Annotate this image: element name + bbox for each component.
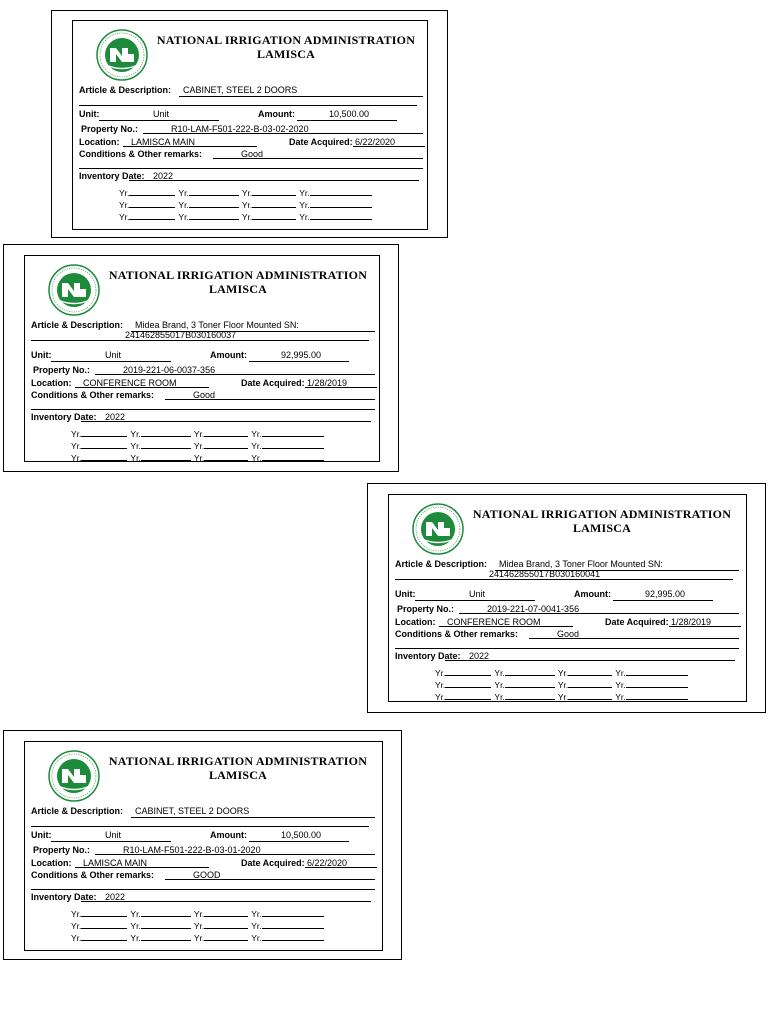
inventory-year-cell (251, 452, 326, 464)
article-value: CABINET, STEEL 2 DOORS (135, 806, 250, 816)
yr-blank (141, 452, 191, 461)
inventory-year-grid (71, 908, 327, 944)
inventory-year-row (435, 679, 691, 691)
yr-label: Yr. (251, 453, 262, 463)
property-tag-card-2 (3, 244, 399, 472)
unit-underline (51, 361, 171, 362)
yr-blank (189, 187, 239, 196)
conditions-underline (165, 879, 375, 880)
location-label: Location: (79, 137, 120, 147)
agency-name: NATIONAL IRRIGATION ADMINISTRATION (108, 268, 368, 282)
yr-label: Yr. (71, 921, 82, 931)
yr-label: Yr. (193, 429, 205, 439)
location-label: Location: (31, 858, 72, 868)
property-tag-card-3 (367, 483, 766, 713)
yr-label: Yr. (178, 188, 189, 198)
yr-label: Yr. (241, 212, 253, 222)
yr-label: Yr. (193, 933, 205, 943)
yr-label: Yr. (130, 921, 141, 931)
property-tag-inner-border (24, 255, 380, 462)
property-no-underline (459, 613, 739, 614)
inventory-year-cell (71, 452, 130, 464)
conditions-value: Good (557, 629, 580, 639)
inventory-year-cell (130, 428, 193, 440)
conditions-underline-2 (395, 648, 739, 649)
yr-label: Yr. (241, 188, 253, 198)
location-underline (75, 867, 209, 868)
conditions-underline (213, 158, 423, 159)
unit-value: Unit (105, 830, 122, 840)
yr-label: Yr. (130, 909, 141, 919)
yr-blank (626, 691, 688, 700)
yr-label: Yr. (119, 188, 130, 198)
article-label: Article & Description: (79, 85, 172, 95)
yr-label: Yr. (71, 933, 82, 943)
unit-label: Unit: (79, 109, 100, 119)
inventory-year-cell (251, 428, 326, 440)
agency-name: NATIONAL IRRIGATION ADMINISTRATION (108, 754, 368, 768)
yr-blank (81, 920, 127, 929)
location-underline (439, 626, 573, 627)
conditions-value: GOOD (193, 870, 221, 880)
conditions-underline-2 (31, 409, 375, 410)
unit-value: Unit (469, 589, 486, 599)
yr-label: Yr. (71, 453, 82, 463)
nia-logo-icon (47, 749, 101, 803)
inventory-year-cell (194, 932, 251, 944)
conditions-underline-2 (31, 889, 375, 890)
inventory-date-value: 2022 (105, 892, 126, 902)
inventory-year-cell (119, 211, 178, 223)
article-row (79, 85, 171, 96)
yr-label: Yr. (130, 453, 141, 463)
agency-name: NATIONAL IRRIGATION ADMINISTRATION (156, 33, 416, 47)
conditions-underline (165, 399, 375, 400)
inventory-year-row (119, 211, 375, 223)
conditions-label: Conditions & Other remarks: (31, 390, 155, 400)
inventory-year-cell (494, 667, 557, 679)
inventory-date-label: Inventory Date: (31, 892, 97, 902)
yr-blank (445, 667, 491, 676)
yr-label: Yr. (494, 680, 505, 690)
article-value-line2: 241462855017B030160037 (125, 330, 237, 340)
yr-blank (262, 932, 324, 941)
conditions-value: Good (193, 390, 216, 400)
yr-blank (204, 920, 248, 929)
property-tag-card-1 (51, 10, 448, 238)
yr-blank (81, 440, 127, 449)
inventory-year-cell (435, 667, 494, 679)
inventory-year-cell (71, 932, 130, 944)
inventory-year-row (71, 452, 327, 464)
unit-underline (99, 120, 219, 121)
inventory-year-cell (119, 199, 178, 211)
agency-title (153, 33, 419, 61)
inventory-date-underline (445, 660, 735, 661)
unit-underline (51, 841, 171, 842)
yr-blank (262, 452, 324, 461)
inventory-year-row (71, 428, 327, 440)
yr-label: Yr. (193, 909, 205, 919)
inventory-year-cell (242, 211, 299, 223)
inventory-year-cell (130, 452, 193, 464)
inventory-date-value: 2022 (105, 412, 126, 422)
property-no-value: R10-LAM-F501-222-B-03-02-2020 (171, 124, 309, 134)
article-value: CABINET, STEEL 2 DOORS (183, 85, 298, 95)
yr-blank (445, 691, 491, 700)
inventory-year-cell (194, 908, 251, 920)
article-underline-2 (31, 340, 369, 341)
yr-blank (505, 679, 555, 688)
inventory-year-cell (299, 187, 374, 199)
inventory-year-grid (119, 187, 375, 223)
inventory-year-cell (194, 452, 251, 464)
inventory-year-cell (494, 679, 557, 691)
inventory-year-cell (558, 679, 615, 691)
inventory-year-cell (435, 679, 494, 691)
property-no-underline (143, 133, 423, 134)
inventory-date-label: Inventory Date: (395, 651, 461, 661)
article-row (31, 320, 123, 331)
amount-value: 10,500.00 (281, 830, 322, 840)
yr-blank (129, 187, 175, 196)
inventory-year-cell (251, 920, 326, 932)
inventory-year-cell (130, 920, 193, 932)
inventory-year-grid (71, 428, 327, 464)
yr-label: Yr. (435, 680, 446, 690)
yr-blank (129, 199, 175, 208)
inventory-year-cell (130, 932, 193, 944)
yr-label: Yr. (119, 200, 130, 210)
location-value: LAMISCA MAIN (83, 858, 148, 868)
article-label: Article & Description: (31, 320, 124, 330)
inventory-year-cell (558, 667, 615, 679)
date-acquired-value: 1/28/2019 (307, 378, 348, 388)
amount-label: Amount: (210, 830, 247, 840)
conditions-underline-2 (79, 168, 423, 169)
unit-label: Unit: (31, 350, 52, 360)
property-no-value: 2019-221-06-0037-356 (123, 365, 216, 375)
article-label: Article & Description: (395, 559, 488, 569)
inventory-year-grid (435, 667, 691, 703)
property-no-label: Property No.: (397, 604, 455, 614)
unit-label: Unit: (31, 830, 52, 840)
conditions-label: Conditions & Other remarks: (79, 149, 203, 159)
inventory-year-row (71, 932, 327, 944)
inventory-year-cell (71, 428, 130, 440)
location-value: CONFERENCE ROOM (83, 378, 177, 388)
yr-label: Yr. (615, 692, 626, 702)
amount-underline (613, 600, 713, 601)
yr-label: Yr. (130, 933, 141, 943)
inventory-year-cell (615, 667, 690, 679)
inventory-date-underline (81, 421, 371, 422)
date-acquired-value: 6/22/2020 (355, 137, 396, 147)
date-acquired-underline (353, 146, 425, 147)
unit-value: Unit (105, 350, 122, 360)
inventory-date-label: Inventory Date: (31, 412, 97, 422)
article-underline (131, 817, 375, 818)
yr-blank (204, 932, 248, 941)
article-underline-2 (31, 826, 369, 827)
yr-blank (568, 667, 612, 676)
inventory-year-row (435, 691, 691, 703)
yr-blank (310, 211, 372, 220)
yr-blank (568, 679, 612, 688)
yr-blank (252, 187, 296, 196)
location-underline (75, 387, 209, 388)
inventory-date-label: Inventory Date: (79, 171, 145, 181)
yr-blank (129, 211, 175, 220)
yr-blank (81, 452, 127, 461)
location-label: Location: (31, 378, 72, 388)
inventory-year-row (71, 440, 327, 452)
yr-blank (204, 440, 248, 449)
yr-label: Yr. (435, 668, 446, 678)
inventory-year-cell (194, 428, 251, 440)
yr-label: Yr. (251, 441, 262, 451)
property-tag-card-4 (3, 730, 402, 960)
inventory-year-cell (71, 440, 130, 452)
yr-label: Yr. (251, 909, 262, 919)
yr-label: Yr. (615, 680, 626, 690)
article-row (395, 559, 487, 570)
amount-label: Amount: (210, 350, 247, 360)
article-row (31, 806, 123, 817)
inventory-year-row (435, 667, 691, 679)
article-value: Midea Brand, 3 Toner Floor Mounted SN: (499, 559, 663, 569)
yr-blank (81, 908, 127, 917)
yr-label: Yr. (71, 441, 82, 451)
yr-blank (141, 908, 191, 917)
inventory-year-row (119, 187, 375, 199)
article-underline-2 (79, 105, 417, 106)
yr-label: Yr. (251, 921, 262, 931)
article-underline (179, 96, 423, 97)
amount-value: 92,995.00 (281, 350, 322, 360)
yr-label: Yr. (494, 668, 505, 678)
agency-name: NATIONAL IRRIGATION ADMINISTRATION (472, 507, 732, 521)
inventory-year-cell (435, 691, 494, 703)
yr-label: Yr. (130, 441, 141, 451)
property-no-value: R10-LAM-F501-222-B-03-01-2020 (123, 845, 261, 855)
date-acquired-underline (305, 387, 377, 388)
inventory-year-cell (178, 199, 241, 211)
date-acquired-underline (669, 626, 741, 627)
property-tag-inner-border (24, 741, 383, 951)
yr-blank (262, 428, 324, 437)
office-name: LAMISCA (256, 47, 316, 61)
inventory-year-cell (130, 908, 193, 920)
inventory-year-cell (71, 908, 130, 920)
property-no-label: Property No.: (33, 845, 91, 855)
yr-blank (81, 428, 127, 437)
yr-label: Yr. (557, 680, 569, 690)
date-acquired-value: 1/28/2019 (671, 617, 712, 627)
inventory-year-row (71, 920, 327, 932)
inventory-year-cell (194, 440, 251, 452)
amount-underline (249, 841, 349, 842)
inventory-year-row (71, 908, 327, 920)
inventory-year-cell (119, 187, 178, 199)
unit-underline (415, 600, 535, 601)
yr-blank (626, 667, 688, 676)
yr-label: Yr. (71, 909, 82, 919)
date-acquired-underline (305, 867, 377, 868)
location-underline (123, 146, 257, 147)
yr-blank (262, 440, 324, 449)
inventory-year-cell (130, 440, 193, 452)
agency-title (469, 507, 735, 535)
yr-blank (189, 199, 239, 208)
property-tag-inner-border (388, 494, 747, 702)
property-no-label: Property No.: (81, 124, 139, 134)
yr-label: Yr. (71, 429, 82, 439)
date-acquired-label: Date Acquired: (241, 378, 305, 388)
yr-blank (141, 932, 191, 941)
inventory-year-cell (615, 679, 690, 691)
yr-blank (445, 679, 491, 688)
yr-label: Yr. (299, 212, 310, 222)
inventory-year-cell (494, 691, 557, 703)
unit-value: Unit (153, 109, 170, 119)
amount-label: Amount: (574, 589, 611, 599)
inventory-year-cell (178, 211, 241, 223)
conditions-value: Good (241, 149, 264, 159)
yr-blank (505, 691, 555, 700)
yr-label: Yr. (615, 668, 626, 678)
amount-underline (297, 120, 397, 121)
amount-value: 10,500.00 (329, 109, 370, 119)
yr-label: Yr. (178, 200, 189, 210)
article-underline-2 (395, 579, 733, 580)
yr-label: Yr. (241, 200, 253, 210)
property-tag-inner-border (72, 20, 428, 230)
yr-blank (626, 679, 688, 688)
inventory-date-underline (81, 901, 371, 902)
yr-label: Yr. (193, 453, 205, 463)
yr-label: Yr. (193, 441, 205, 451)
inventory-year-cell (251, 932, 326, 944)
agency-title (105, 268, 371, 296)
date-acquired-label: Date Acquired: (241, 858, 305, 868)
amount-label: Amount: (258, 109, 295, 119)
property-no-value: 2019-221-07-0041-356 (487, 604, 580, 614)
yr-label: Yr. (435, 692, 446, 702)
yr-label: Yr. (178, 212, 189, 222)
yr-label: Yr. (119, 212, 130, 222)
inventory-year-row (119, 199, 375, 211)
location-value: CONFERENCE ROOM (447, 617, 541, 627)
inventory-date-value: 2022 (153, 171, 174, 181)
yr-label: Yr. (130, 429, 141, 439)
inventory-year-cell (194, 920, 251, 932)
yr-blank (252, 211, 296, 220)
yr-blank (141, 920, 191, 929)
date-acquired-value: 6/22/2020 (307, 858, 348, 868)
nia-logo-icon (95, 28, 149, 82)
yr-blank (505, 667, 555, 676)
amount-underline (249, 361, 349, 362)
conditions-label: Conditions & Other remarks: (395, 629, 519, 639)
location-value: LAMISCA MAIN (131, 137, 196, 147)
property-no-underline (95, 854, 375, 855)
location-label: Location: (395, 617, 436, 627)
office-name: LAMISCA (208, 768, 268, 782)
inventory-year-cell (242, 187, 299, 199)
yr-blank (141, 428, 191, 437)
agency-title (105, 754, 371, 782)
yr-blank (262, 908, 324, 917)
yr-blank (81, 932, 127, 941)
date-acquired-label: Date Acquired: (605, 617, 669, 627)
yr-label: Yr. (251, 933, 262, 943)
nia-logo-icon (47, 263, 101, 317)
yr-blank (310, 187, 372, 196)
yr-label: Yr. (193, 921, 205, 931)
yr-blank (204, 452, 248, 461)
yr-blank (141, 440, 191, 449)
yr-blank (252, 199, 296, 208)
inventory-year-cell (178, 187, 241, 199)
unit-label: Unit: (395, 589, 416, 599)
yr-blank (189, 211, 239, 220)
yr-blank (310, 199, 372, 208)
inventory-year-cell (299, 211, 374, 223)
amount-value: 92,995.00 (645, 589, 686, 599)
yr-label: Yr. (299, 188, 310, 198)
yr-label: Yr. (494, 692, 505, 702)
inventory-year-cell (251, 908, 326, 920)
conditions-underline (529, 638, 739, 639)
yr-blank (262, 920, 324, 929)
inventory-year-cell (299, 199, 374, 211)
yr-label: Yr. (557, 668, 569, 678)
yr-label: Yr. (251, 429, 262, 439)
office-name: LAMISCA (208, 282, 268, 296)
article-label: Article & Description: (31, 806, 124, 816)
yr-label: Yr. (557, 692, 569, 702)
yr-label: Yr. (299, 200, 310, 210)
property-no-underline (95, 374, 375, 375)
inventory-year-cell (615, 691, 690, 703)
yr-blank (204, 428, 248, 437)
property-no-label: Property No.: (33, 365, 91, 375)
article-value-line2: 241462855017B030160041 (489, 569, 601, 579)
inventory-date-underline (129, 180, 419, 181)
yr-blank (204, 908, 248, 917)
inventory-year-cell (71, 920, 130, 932)
inventory-year-cell (558, 691, 615, 703)
conditions-label: Conditions & Other remarks: (31, 870, 155, 880)
inventory-date-value: 2022 (469, 651, 490, 661)
date-acquired-label: Date Acquired: (289, 137, 353, 147)
inventory-year-cell (251, 440, 326, 452)
article-value: Midea Brand, 3 Toner Floor Mounted SN: (135, 320, 299, 330)
office-name: LAMISCA (572, 521, 632, 535)
yr-blank (568, 691, 612, 700)
nia-logo-icon (411, 502, 465, 556)
inventory-year-cell (242, 199, 299, 211)
